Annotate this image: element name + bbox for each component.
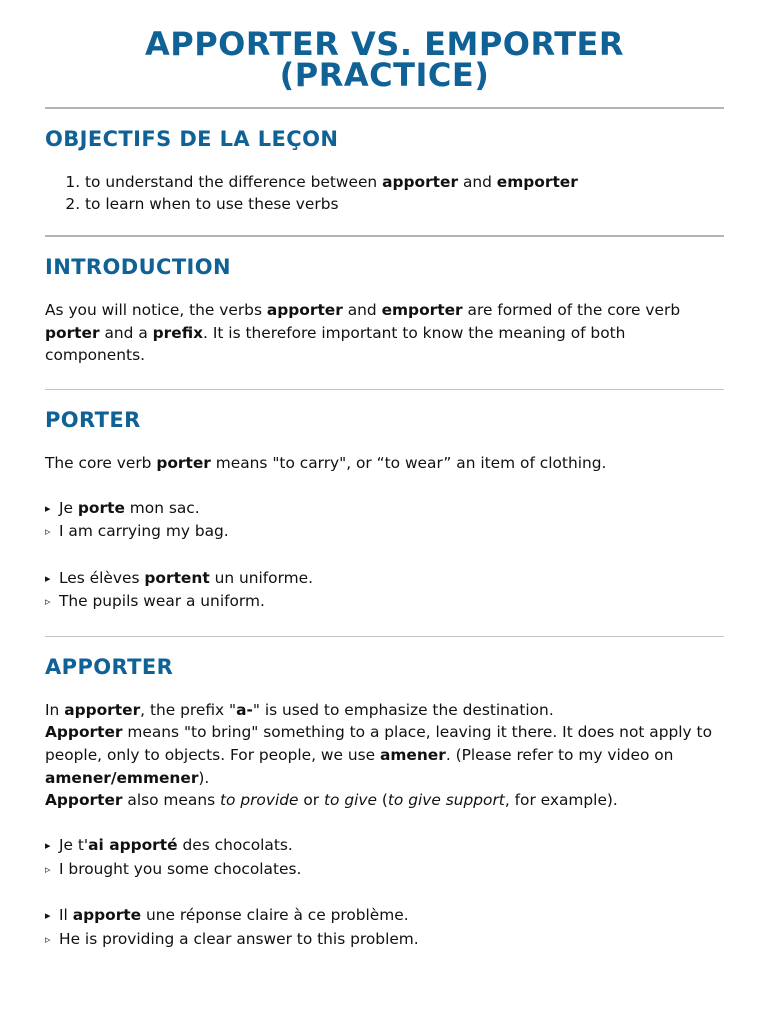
example-pair <box>45 904 724 951</box>
example-french: ▸ Je porte mon sac. <box>45 497 724 521</box>
porter-paragraph: The core verb porter means "to carry", or “to wear” an item of clothing. <box>45 453 607 472</box>
example-english: ▹ He is providing a clear answer to this problem. <box>45 928 724 952</box>
divider <box>45 107 724 109</box>
page-title <box>45 0 724 95</box>
objectives-heading: OBJECTIFS DE LA LEÇON <box>45 126 339 151</box>
triangle-right-outline-icon: ▹ <box>45 595 51 609</box>
example-english: ▹ I am carrying my bag. <box>45 520 724 544</box>
triangle-right-filled-icon: ▸ <box>45 501 51 515</box>
page-title-line-1: APPORTER VS. EMPORTER <box>144 25 625 63</box>
triangle-right-filled-icon: ▸ <box>45 839 51 853</box>
introduction-heading: INTRODUCTION <box>45 254 231 279</box>
example-pair <box>45 497 724 544</box>
document-page <box>45 0 724 951</box>
apporter-paragraph <box>45 699 724 812</box>
triangle-right-filled-icon: ▸ <box>45 571 51 585</box>
divider <box>45 389 724 390</box>
example-french: ▸ Il apporte une réponse claire à ce problème. <box>45 904 724 928</box>
apporter-line: Apporter means "to bring" something to a place, leaving it there. It does not apply to people, only to objects. For people, we use amener. (Please refer to my video on amener/emmener). <box>45 723 712 787</box>
apporter-line: Apporter also means to provide or to give (to give support, for example). <box>45 791 618 810</box>
example-pair <box>45 567 724 614</box>
objectives-list <box>45 171 724 216</box>
divider <box>45 636 724 637</box>
triangle-right-outline-icon: ▹ <box>45 863 51 876</box>
divider <box>45 235 724 237</box>
example-french: ▸ Les élèves portent un uniforme. <box>45 567 724 591</box>
porter-heading: PORTER <box>45 407 141 432</box>
example-french: ▸ Je t'ai apporté des chocolats. <box>45 834 724 858</box>
objective-item: 1. to understand the difference between apporter and emporter <box>85 171 724 194</box>
example-pair <box>45 834 724 881</box>
example-english: ▹ The pupils wear a uniform. <box>45 590 724 614</box>
objective-item: 2. to learn when to use these verbs <box>85 193 724 216</box>
triangle-right-outline-icon: ▹ <box>45 932 51 946</box>
introduction-paragraph: As you will notice, the verbs apporter and emporter are formed of the core verb porter and a prefix. It is therefore important to know the meaning of both components. <box>45 300 681 365</box>
example-english: ▹ I brought you some chocolates. <box>45 858 724 882</box>
apporter-line: In apporter, the prefix "a-" is used to emphasize the destination. <box>45 700 554 719</box>
triangle-right-outline-icon: ▹ <box>45 525 51 539</box>
apporter-heading: APPORTER <box>45 654 174 679</box>
page-title-line-2: (PRACTICE) <box>279 56 490 95</box>
triangle-right-filled-icon: ▸ <box>45 909 51 923</box>
